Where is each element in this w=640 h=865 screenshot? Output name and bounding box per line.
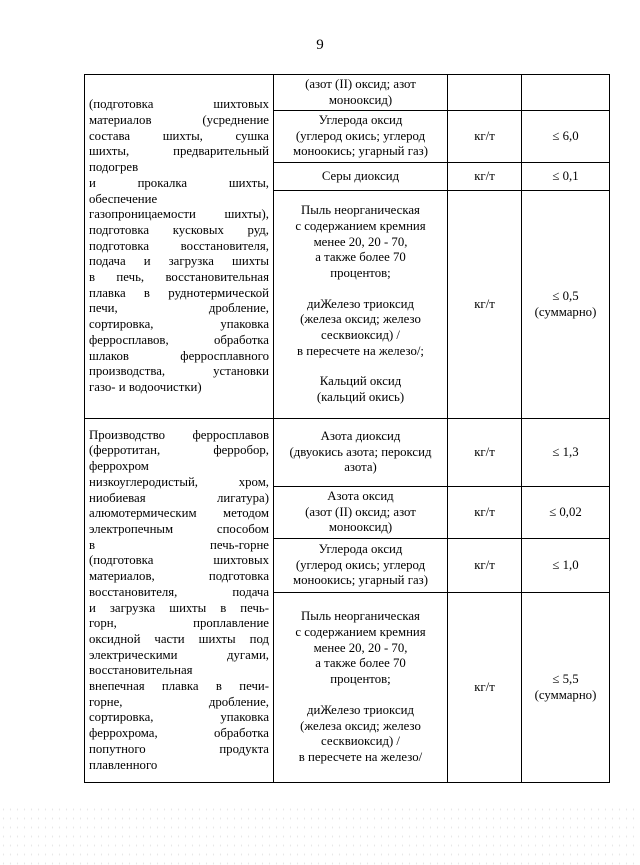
process-line: оксидной части шихты под [89, 631, 269, 646]
process-line: плавленного [89, 757, 158, 772]
limit-value: ≤ 6,0 [552, 128, 579, 143]
process-line: горн, проплавление [89, 616, 269, 631]
pollutant-line: Азота диоксид [320, 428, 401, 443]
page-number: 9 [316, 37, 324, 53]
table-row [85, 419, 610, 487]
pollutant-line: Углерода оксид [318, 112, 403, 127]
limit-cell [522, 111, 610, 163]
pollutant-line: а также более 70 [315, 656, 406, 671]
process-line: состава шихты, сушка [89, 128, 269, 143]
limit-note: (суммарно) [534, 304, 597, 319]
pollutant-cell [274, 539, 448, 593]
pollutant-line: Пыль неорганическая [301, 203, 420, 218]
process-line: подача и загрузка шихты [89, 254, 269, 269]
process-line: в печь-горне [89, 537, 269, 552]
pollutant-cell [274, 75, 448, 111]
process-line: восстановителя, подача [89, 584, 269, 599]
limit-cell [522, 163, 610, 191]
limit-value: ≤ 1,3 [552, 444, 579, 459]
process-line: газо- и водоочистки) [89, 379, 202, 394]
limit-cell [522, 191, 610, 419]
process-line: производства, установки [89, 364, 269, 379]
process-line: горне, дробление, [89, 694, 269, 709]
process-line: печи, дробление, [89, 301, 269, 316]
unit-cell: кг/т [448, 593, 522, 783]
unit-cell: кг/т [448, 487, 522, 539]
process-line: шихты, предварительный [89, 144, 269, 159]
process-line: (подготовка шихтовых [89, 553, 269, 568]
limit-value: ≤ 0,02 [549, 504, 582, 519]
pollutant-line: диЖелезо триоксид [307, 702, 414, 717]
pollutant-line: Углерода оксид [318, 541, 403, 556]
pollutant-line: азота) [344, 460, 377, 475]
unit-cell: кг/т [448, 539, 522, 593]
pollutant-line: в пересчете на железо/; [297, 343, 424, 358]
pollutant-line: Азота оксид [327, 488, 394, 503]
process-line: материалов, подготовка [89, 569, 269, 584]
pollutant-line: а также более 70 [315, 250, 406, 265]
pollutant-line: процентов; [330, 672, 391, 687]
unit-cell: кг/т [448, 163, 522, 191]
pollutant-line: процентов; [330, 265, 391, 280]
process-line: и прокалка шихты, [89, 175, 269, 190]
pollutant-line: (углерод окись; углерод [295, 128, 426, 143]
pollutant-line: монооксид) [328, 92, 393, 107]
pollutant-line: (азот (II) оксид; азот [305, 76, 416, 91]
limit-cell [522, 419, 610, 487]
pollutant-cell [274, 593, 448, 783]
pollutant-line: Кальций оксид [319, 374, 402, 389]
process-line: подогрев [89, 160, 139, 175]
limit-cell [522, 75, 610, 111]
limit-cell [522, 539, 610, 593]
pollutant-line: (железа оксид; железо [300, 312, 421, 327]
process-line: подготовка кусковых руд, [89, 222, 269, 237]
emissions-table [84, 74, 610, 783]
pollutant-line: Серы диоксид [321, 168, 400, 183]
limit-value: ≤ 0,5 [552, 288, 579, 303]
pollutant-line: моноокись; угарный газ) [293, 144, 428, 159]
production-process-cell [85, 419, 274, 783]
limit-value: ≤ 1,0 [552, 557, 579, 572]
process-line: сортировка, упаковка [89, 710, 269, 725]
pollutant-line: (азот (II) оксид; азот [305, 504, 416, 519]
pollutant-line: (железа оксид; железо [300, 718, 421, 733]
process-line: и загрузка шихты в печь- [89, 600, 269, 615]
pollutant-line: (двуокись азота; пероксид [289, 444, 432, 459]
process-line: электрическими дугами, [89, 647, 269, 662]
process-line: восстановительная [89, 663, 193, 678]
pollutant-line: менее 20, 20 - 70, [313, 234, 408, 249]
pollutant-line: с содержанием кремния [295, 625, 426, 640]
pollutant-cell [274, 191, 448, 419]
limit-value: ≤ 5,5 [552, 671, 579, 686]
process-line: в печь, восстановительная [89, 270, 269, 285]
pollutant-line: (кальций окись) [316, 390, 405, 405]
process-line: попутного продукта [89, 741, 269, 756]
pollutant-line: в пересчете на железо/ [298, 749, 423, 764]
process-line: феррохрома, обработка [89, 726, 269, 741]
pollutant-line: сесквиоксид) / [321, 734, 400, 749]
process-line: (подготовка шихтовых [89, 97, 269, 112]
pollutant-line: сесквиоксид) / [321, 328, 400, 343]
unit-cell: кг/т [448, 191, 522, 419]
pollutant-line: Пыль неорганическая [301, 609, 420, 624]
process-line: низкоуглеродистый, хром, [89, 474, 269, 489]
process-line: электропечным способом [89, 521, 269, 536]
process-line: сортировка, упаковка [89, 317, 269, 332]
pollutant-line: (углерод окись; углерод [295, 557, 426, 572]
pollutant-line [278, 282, 443, 297]
process-line: подготовка восстановителя, [89, 238, 269, 253]
limit-cell [522, 487, 610, 539]
pollutant-line: менее 20, 20 - 70, [313, 640, 408, 655]
process-line: внепечная плавка в печи- [89, 679, 269, 694]
scan-noise [0, 805, 640, 865]
limit-cell [522, 593, 610, 783]
pollutant-line: с содержанием кремния [295, 218, 426, 233]
pollutant-line [278, 688, 443, 703]
production-process-cell [85, 75, 274, 419]
process-line: обеспечение [89, 191, 158, 206]
pollutant-cell [274, 111, 448, 163]
pollutant-cell [274, 419, 448, 487]
pollutant-line: диЖелезо триоксид [307, 296, 414, 311]
limit-note: (суммарно) [534, 687, 597, 702]
process-line: ниобиевая лигатура) [89, 490, 269, 505]
process-line: Производство ферросплавов [89, 427, 269, 442]
process-line: плавка в руднотермической [89, 285, 269, 300]
process-line: материалов (усреднение [89, 113, 269, 128]
unit-cell [448, 75, 522, 111]
pollutant-line [278, 359, 443, 374]
unit-cell: кг/т [448, 111, 522, 163]
limit-value: ≤ 0,1 [552, 168, 579, 183]
unit-cell: кг/т [448, 419, 522, 487]
process-line: алюмотермическим методом [89, 506, 269, 521]
pollutant-line: моноокись; угарный газ) [293, 573, 428, 588]
process-line: шлаков ферросплавного [89, 348, 269, 363]
process-line: газопроницаемости шихты), [89, 207, 269, 222]
pollutant-cell [274, 487, 448, 539]
table-row [85, 75, 610, 111]
process-line: ферросплавов, обработка [89, 332, 269, 347]
pollutant-cell [274, 163, 448, 191]
process-line: феррохром [89, 459, 149, 474]
pollutant-line: монооксид) [328, 520, 393, 535]
process-line: (ферротитан, ферробор, [89, 443, 269, 458]
